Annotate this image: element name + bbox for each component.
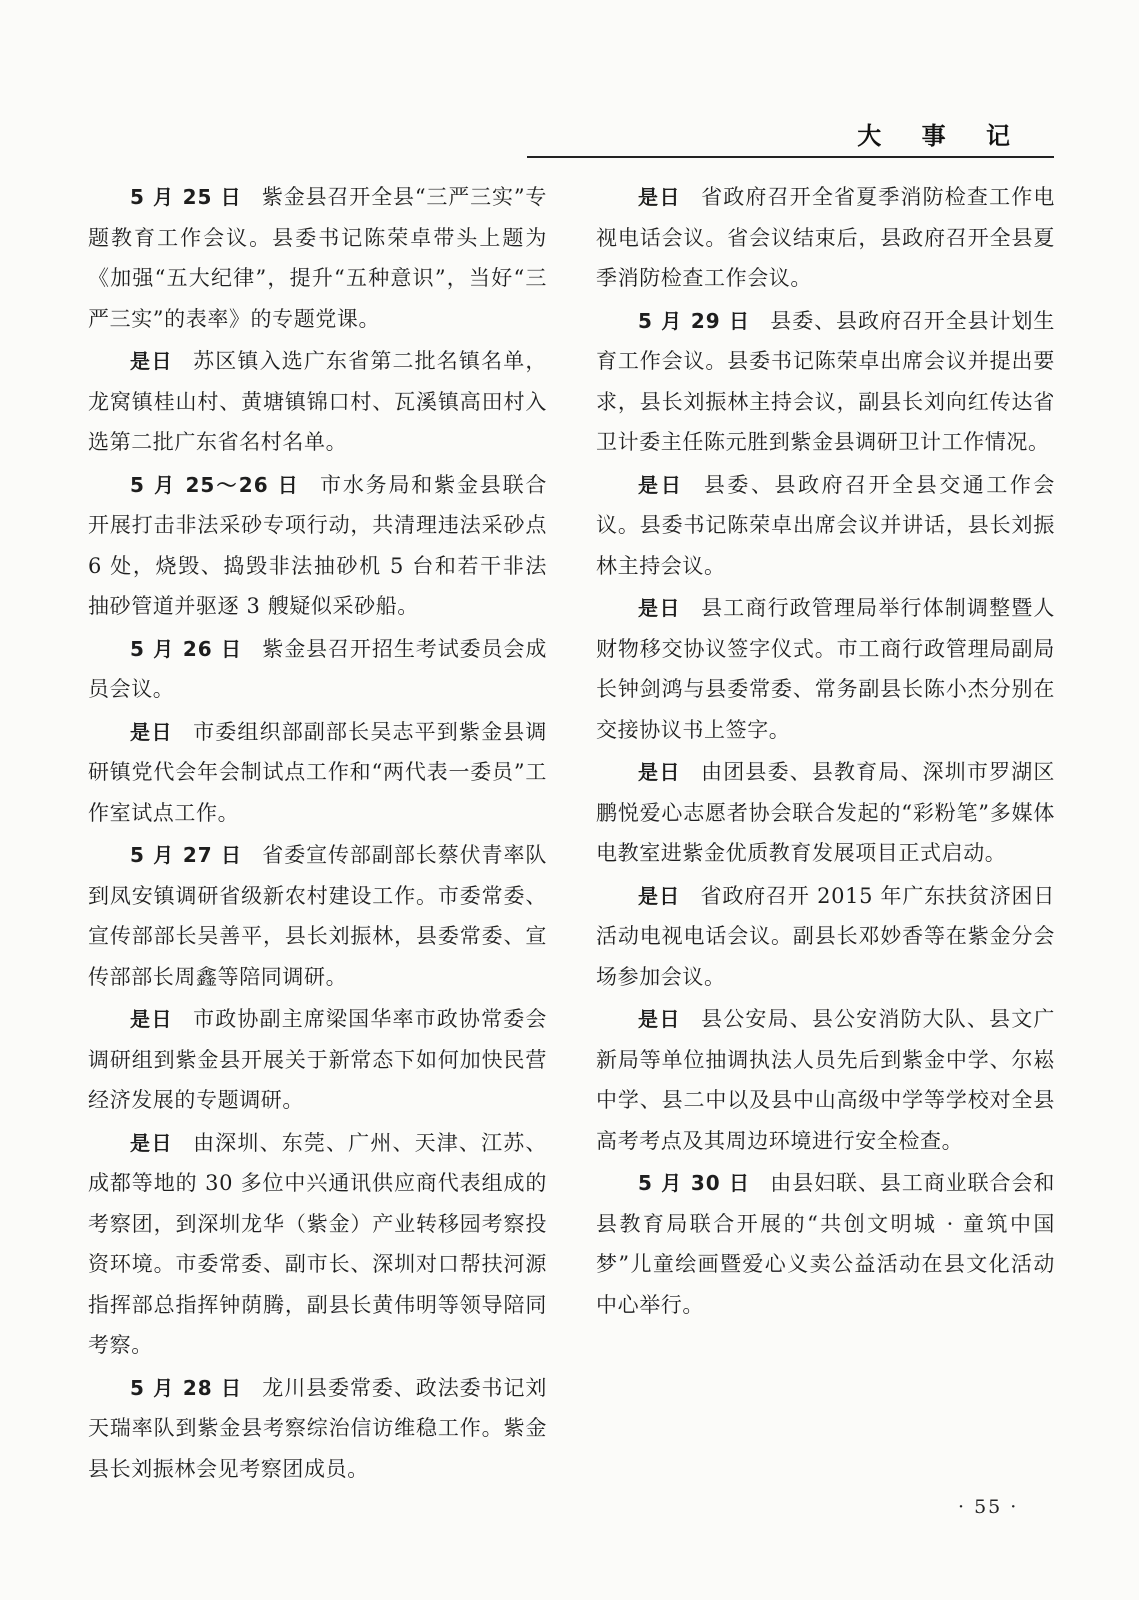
entry-date: 是日 [638, 760, 682, 784]
chronicle-entry [88, 629, 547, 710]
entry-text: 市委组织部副部长吴志平到紫金县调研镇党代会年会制试点工作和“两代表一委员”工作室试点工作。 [88, 719, 547, 825]
chronicle-entry [88, 835, 547, 997]
entry-text: 县委、县政府召开全县交通工作会议。县委书记陈荣卓出席会议并讲话，县长刘振林主持会议。 [596, 472, 1055, 578]
entry-date: 5 月 25～26 日 [130, 472, 301, 497]
chronicle-entry [88, 999, 547, 1121]
chronicle-entry [88, 465, 547, 627]
entry-text: 由深圳、东莞、广州、天津、江苏、成都等地的 30 多位中兴通讯供应商代表组成的考察团，到深圳龙华（紫金）产业转移园考察投资环境。市委常委、副市长、深圳对口帮扶河源指挥部总指挥钟荫腾，副县长黄伟明等领导陪同考察。 [88, 1130, 547, 1357]
chronicle-entry [596, 301, 1055, 463]
entry-text: 省政府召开全省夏季消防检查工作电视电话会议。省会议结束后，县政府召开全县夏季消防检查工作会议。 [596, 185, 1055, 290]
entry-date: 是日 [130, 1007, 174, 1031]
entry-text: 县公安局、县公安消防大队、县文广新局等单位抽调执法人员先后到紫金中学、尔崧中学、县二中以及县中山高级中学等学校对全县高考考点及其周边环境进行安全检查。 [596, 1007, 1055, 1153]
entry-text: 紫金县召开全县“三严三实”专题教育工作会议。县委书记陈荣卓带头上题为《加强“五大纪律”，提升“五种意识”，当好“三严三实”的表率》的专题党课。 [88, 185, 547, 331]
chronicle-entry [88, 1368, 547, 1490]
entry-text: 省政府召开 2015 年广东扶贫济困日活动电视电话会议。副县长邓妙香等在紫金分会场参加会议。 [596, 883, 1055, 989]
entry-date: 5 月 29 日 [638, 308, 751, 333]
chronicle-entry [88, 341, 547, 463]
entry-date: 是日 [638, 596, 682, 620]
entry-date: 是日 [130, 1130, 174, 1155]
left-column [88, 177, 547, 1491]
header-rule [527, 156, 1054, 158]
entry-date: 是日 [638, 472, 684, 497]
entry-text: 由团县委、县教育局、深圳市罗湖区鹏悦爱心志愿者协会联合发起的“彩粉笔”多媒体电教室进紫金优质教育发展项目正式启动。 [596, 760, 1055, 865]
entry-text: 县委、县政府召开全县计划生育工作会议。县委书记陈荣卓出席会议并提出要求，县长刘振林主持会议，副县长刘向红传达省卫计委主任陈元胜到紫金县调研卫计工作情况。 [596, 308, 1055, 454]
entry-text: 紫金县召开招生考试委员会成员会议。 [88, 636, 547, 701]
running-header [527, 110, 1054, 162]
entry-date: 是日 [130, 349, 174, 373]
chronicle-entry [88, 177, 547, 339]
entry-text: 省委宣传部副部长蔡伏青率队到凤安镇调研省级新农村建设工作。市委常委、宣传部部长吴善平，县长刘振林，县委常委、宣传部部长周鑫等陪同调研。 [88, 843, 547, 989]
entry-date: 是日 [130, 719, 174, 744]
entry-date: 5 月 25 日 [130, 185, 242, 209]
entry-text: 市水务局和紫金县联合开展打击非法采砂专项行动，共清理违法采砂点 6 处，烧毁、捣毁非法抽砂机 5 台和若干非法抽砂管道并驱逐 3 艘疑似采砂船。 [88, 472, 548, 618]
entry-date: 5 月 26 日 [130, 636, 243, 661]
chronicle-entry [596, 752, 1055, 874]
chronicle-entry [88, 1123, 547, 1366]
entry-text: 市政协副主席梁国华率市政协常委会调研组到紫金县开展关于新常态下如何加快民营经济发展的专题调研。 [88, 1007, 547, 1112]
chronicle-entry [596, 876, 1055, 998]
entry-date: 5 月 28 日 [130, 1375, 243, 1400]
entry-date: 5 月 30 日 [638, 1171, 751, 1195]
chronicle-entry [88, 712, 547, 834]
entry-text: 县工商行政管理局举行体制调整暨人财物移交协议签字仪式。市工商行政管理局副局长钟剑鸿与县委常委、常务副县长陈小杰分别在交接协议书上签字。 [596, 596, 1055, 742]
entry-text: 由县妇联、县工商业联合会和县教育局联合开展的“共创文明城 · 童筑中国梦”儿童绘画暨爱心义卖公益活动在县文化活动中心举行。 [596, 1171, 1055, 1317]
entry-text: 龙川县委常委、政法委书记刘天瑞率队到紫金县考察综治信访维稳工作。紫金县长刘振林会见考察团成员。 [88, 1375, 547, 1481]
entry-text: 苏区镇入选广东省第二批名镇名单，龙窝镇桂山村、黄塘镇锦口村、瓦溪镇高田村入选第二批广东省名村名单。 [88, 349, 547, 454]
chronicle-entry [596, 465, 1055, 587]
right-column [596, 177, 1055, 1327]
chronicle-entry [596, 999, 1055, 1161]
chronicle-entry [596, 177, 1055, 299]
chronicle-entry [596, 588, 1055, 750]
page-number: · 55 · [958, 1496, 1019, 1518]
entry-date: 是日 [638, 883, 681, 908]
entry-date: 是日 [638, 1007, 682, 1031]
entry-date: 5 月 27 日 [130, 843, 243, 867]
chronicle-entry [596, 1163, 1055, 1325]
section-title: 大 事 记 [857, 122, 1026, 150]
entry-date: 是日 [638, 185, 682, 209]
